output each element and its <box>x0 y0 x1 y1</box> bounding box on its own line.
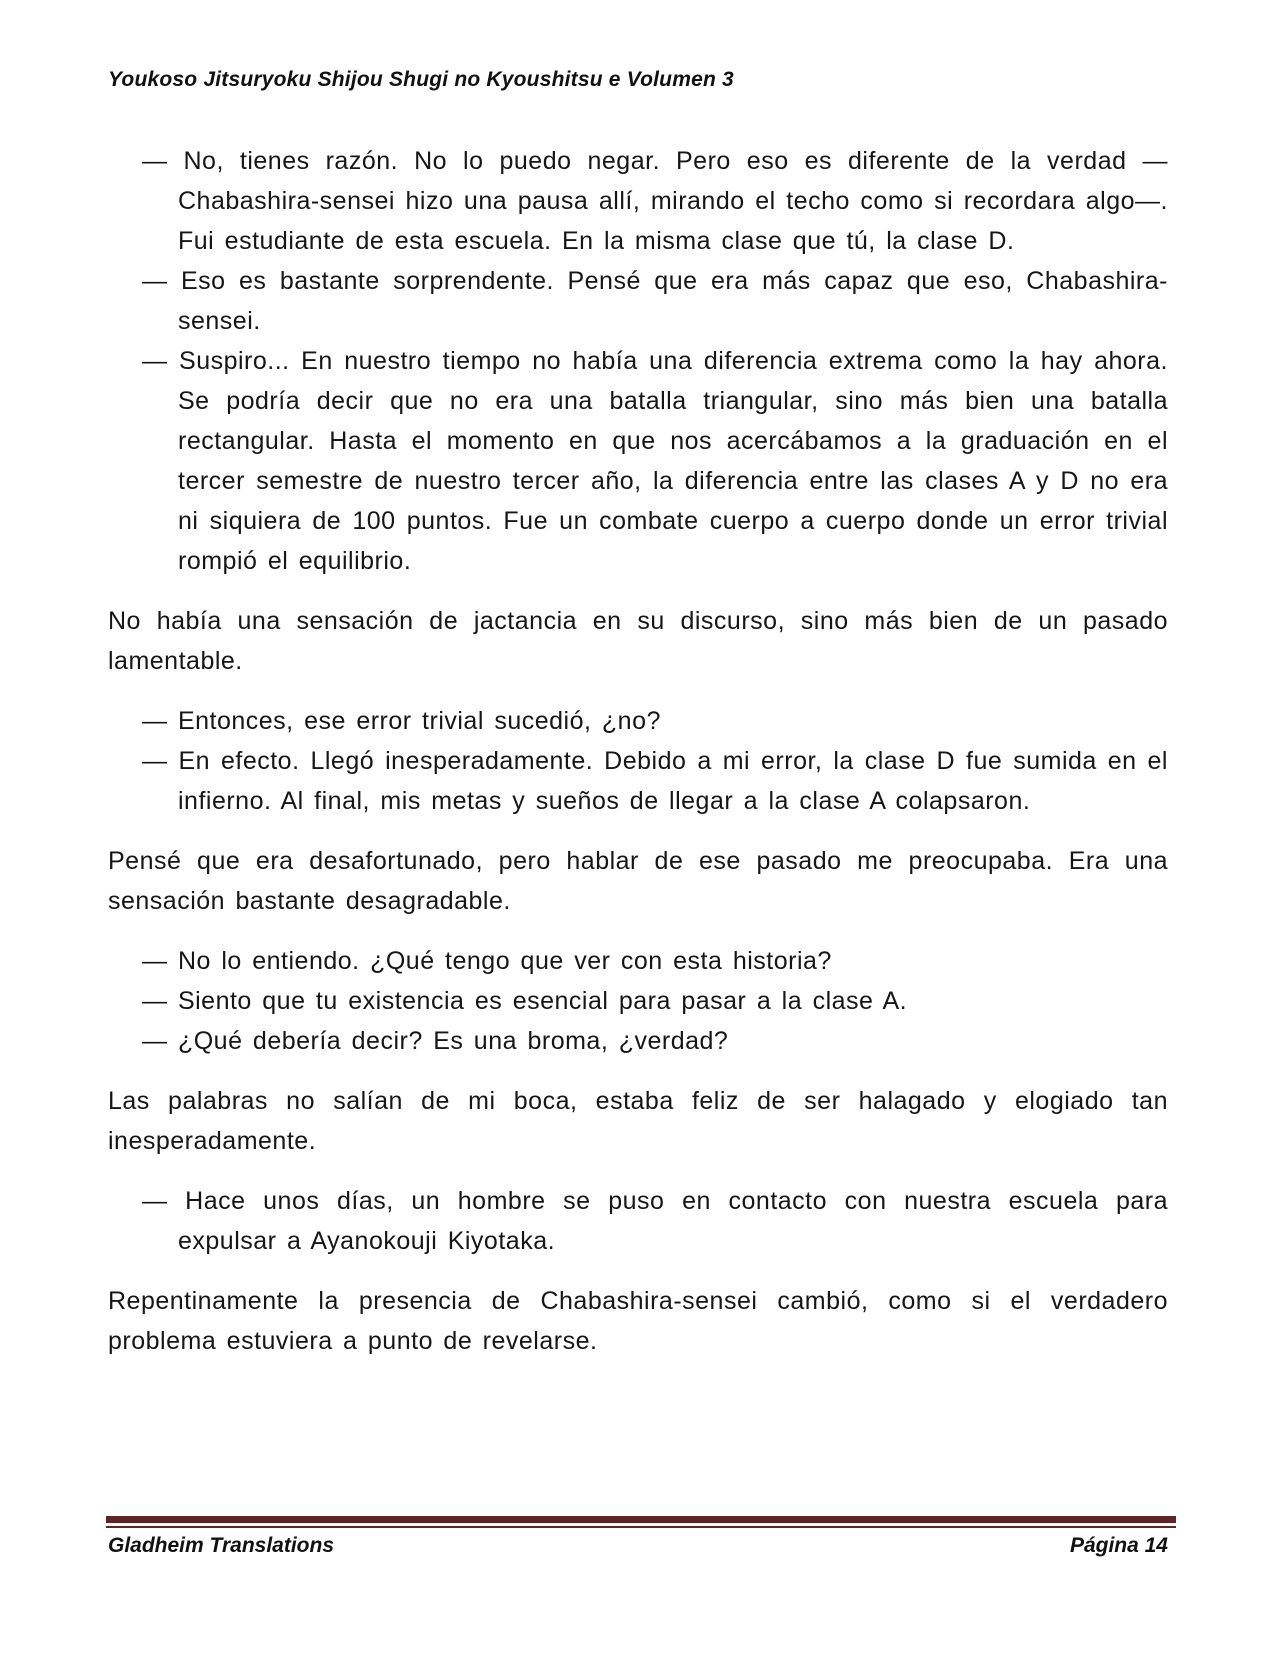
dialogue-paragraph: — Suspiro... En nuestro tiempo no había una diferencia extrema como la hay ahora. Se podría decir que no era una batalla triangular, sino más bien una batalla rectangular. Hasta el momento en que nos acercábamos a la graduación en el tercer semestre de nuestro tercer año, la diferencia entre las clases A y D no era ni siquiera de 100 puntos. Fue un combate cuerpo a cuerpo donde un error trivial rompió el equilibrio. <box>142 347 1168 575</box>
footer-translator-credit: Gladheim Translations <box>108 1534 335 1557</box>
footer-page-number: Página 14 <box>1069 1534 1168 1557</box>
page-header-title: Youkoso Jitsuryoku Shijou Shugi no Kyoushitsu e Volumen 3 <box>108 68 734 91</box>
dialogue-paragraph: — Hace unos días, un hombre se puso en contacto con nuestra escuela para expulsar a Ayanokouji Kiyotaka. <box>142 1187 1168 1255</box>
dialogue-paragraph: — Eso es bastante sorprendente. Pensé que era más capaz que eso, Chabashira-sensei. <box>142 267 1168 335</box>
dialogue-group <box>108 701 1168 821</box>
dialogue-group <box>108 941 1168 1061</box>
narration-paragraph: Las palabras no salían de mi boca, estaba feliz de ser halagado y elogiado tan inesperadamente. <box>108 1087 1168 1155</box>
page-body <box>108 141 1168 1381</box>
footer-divider-rule <box>106 1516 1176 1528</box>
dialogue-group <box>108 141 1168 581</box>
narration-paragraph: Pensé que era desafortunado, pero hablar de ese pasado me preocupaba. Era una sensación bastante desagradable. <box>108 847 1168 915</box>
dialogue-group <box>108 1181 1168 1261</box>
narration-paragraph: No había una sensación de jactancia en su discurso, sino más bien de un pasado lamentable. <box>108 607 1168 675</box>
dialogue-paragraph: — Entonces, ese error trivial sucedió, ¿no? <box>142 707 661 735</box>
narration-paragraph: Repentinamente la presencia de Chabashira-sensei cambió, como si el verdadero problema estuviera a punto de revelarse. <box>108 1287 1168 1355</box>
dialogue-paragraph: — ¿Qué debería decir? Es una broma, ¿verdad? <box>142 1027 729 1055</box>
dialogue-paragraph: — No, tienes razón. No lo puedo negar. Pero eso es diferente de la verdad — Chabashira-sensei hizo una pausa allí, mirando el techo como si recordara algo—. Fui estudiante de esta escuela. En la misma clase que tú, la clase D. <box>142 147 1168 255</box>
dialogue-paragraph: — Siento que tu existencia es esencial para pasar a la clase A. <box>142 987 908 1015</box>
dialogue-paragraph: — En efecto. Llegó inesperadamente. Debido a mi error, la clase D fue sumida en el infierno. Al final, mis metas y sueños de llegar a la clase A colapsaron. <box>142 747 1168 815</box>
dialogue-paragraph: — No lo entiendo. ¿Qué tengo que ver con esta historia? <box>142 947 832 975</box>
